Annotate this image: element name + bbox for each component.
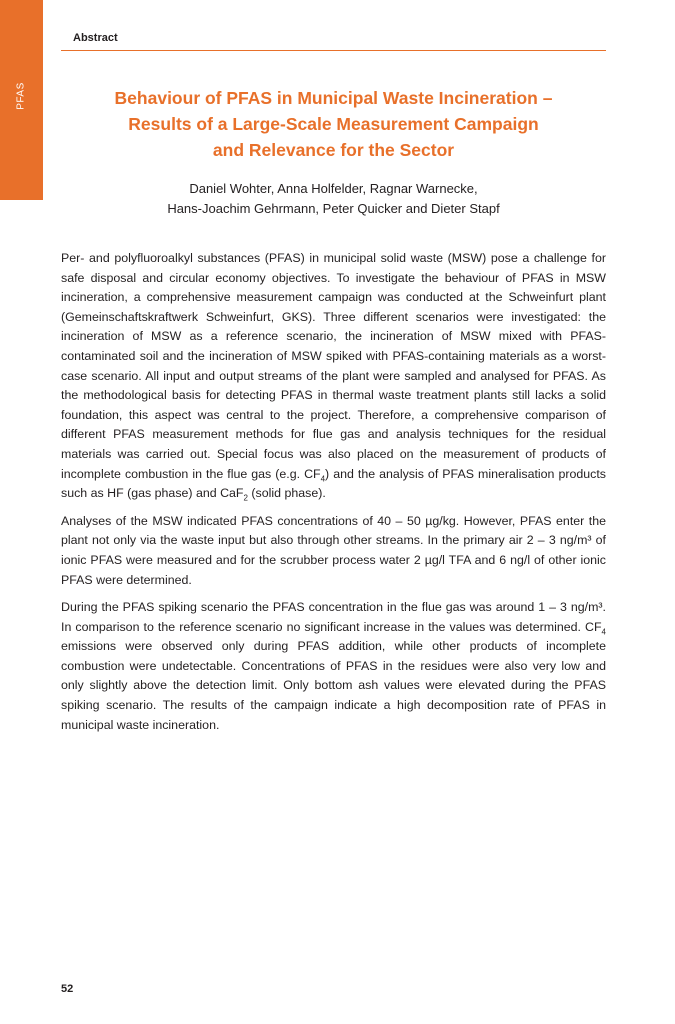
title-line-1: Behaviour of PFAS in Municipal Waste Incineration – <box>114 88 553 108</box>
abstract-body <box>61 249 606 743</box>
p1-text-a: Per- and polyfluoroalkyl substances (PFAS) in municipal solid waste (MSW) pose a challenge for safe disposal and circular economy objectives. To investigate the behaviour of PFAS in MSW incineration, a comprehensive measurement campaign was conducted at the Schweinfurt plant (Gemeinschaftskraftwerk Schweinfurt, GKS). Three different scenarios were investigated: the incineration of MSW as a reference scenario, the incineration of MSW mixed with PFAS-contaminated soil and the incineration of MSW spiked with PFAS-containing materials as a worst-case scenario. All input and output streams of the plant were sampled and analysed for PFAS. As the methodological basis for detecting PFAS in thermal waste treatment plants still lacks a solid foundation, this aspect was central to the project. Therefore, a comprehensive comparison of different PFAS measurement methods for flue gas and analysis techniques for the residual materials was carried out. Special focus was also placed on the measurement of products of incomplete combustion in the flue gas (e.g. CF <box>61 251 606 481</box>
abstract-paragraph-1 <box>61 249 606 504</box>
paper-title <box>61 85 606 163</box>
abstract-paragraph-2: Analyses of the MSW indicated PFAS concentrations of 40 – 50 µg/kg. However, PFAS enter the plant not only via the waste input but also through other streams. In the primary air 2 – 3 ng/m³ of ionic PFAS were measured and for the scrubber process water 2 µg/l TFA and 6 ng/l of other ionic PFAS were determined. <box>61 513 606 587</box>
title-line-3: and Relevance for the Sector <box>212 140 455 160</box>
p1-text-b: ) and the analysis of PFAS mineralisation products such as HF (gas phase) and CaF <box>61 466 606 501</box>
running-header-label: Abstract <box>73 32 118 44</box>
authors-line-1: Daniel Wohter, Anna Holfelder, Ragnar Warnecke, <box>189 181 478 196</box>
author-list <box>61 179 606 219</box>
abstract-paragraph-3 <box>61 598 606 735</box>
page-number: 52 <box>61 983 74 995</box>
authors-line-2: Hans-Joachim Gehrmann, Peter Quicker and Dieter Stapf <box>167 201 500 216</box>
p1-text-c: (solid phase). <box>247 486 326 501</box>
p1-subscript-2: 2 <box>243 493 248 503</box>
p1-subscript-1: 4 <box>320 474 326 483</box>
section-side-tab-label: PFAS <box>15 82 27 110</box>
header-rule <box>61 50 606 51</box>
title-line-2: Results of a Large-Scale Measurement Campaign <box>128 114 539 134</box>
p3-text-b: emissions were observed only during PFAS addition, while other products of incomplete combustion were undetectable. Concentrations of PFAS in the residues were also very low and only slightly above the detection limit. Only bottom ash values were elevated during the PFAS spiking scenario. The results of the campaign indicate a high decomposition rate of PFAS in municipal waste incineration. <box>61 639 606 732</box>
p3-subscript-1: 4 <box>601 627 606 637</box>
section-side-tab <box>0 0 43 200</box>
p3-text-a: During the PFAS spiking scenario the PFAS concentration in the flue gas was around 1 – 3 ng/m³. In comparison to the reference scenario no significant increase in the values was determined. CF <box>61 600 606 634</box>
